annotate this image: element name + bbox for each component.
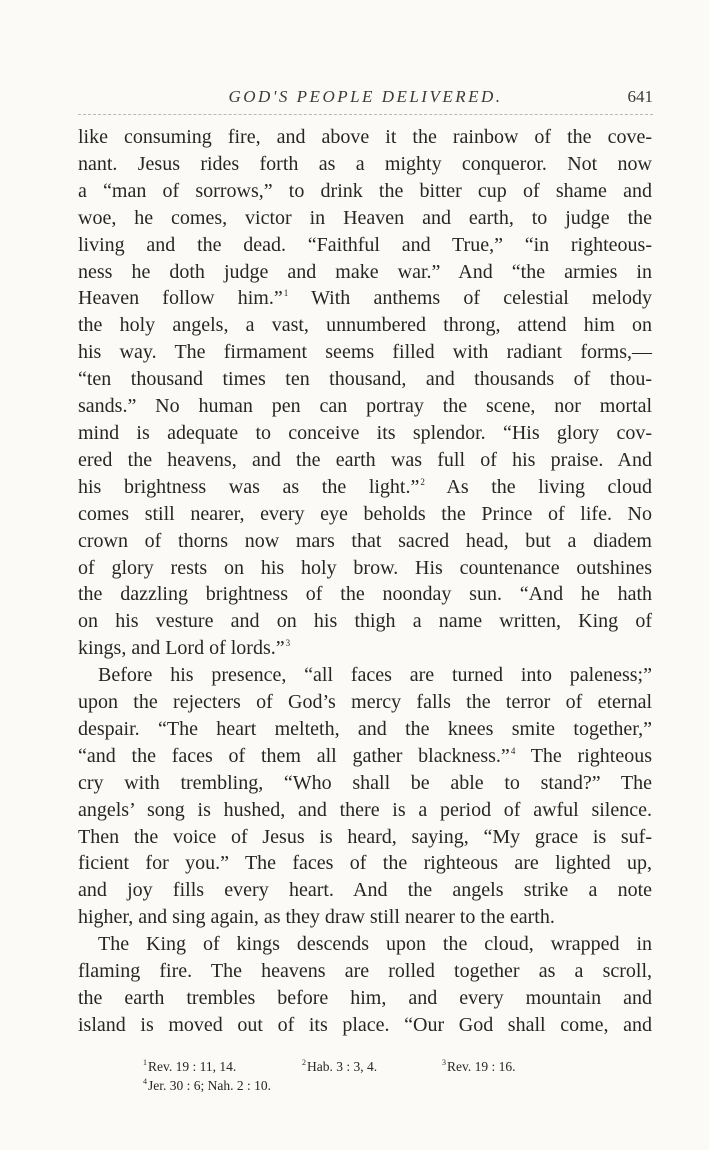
text-line: “ten thousand times ten thousand, and thousands of thou- xyxy=(78,368,652,391)
text-line xyxy=(78,285,652,312)
footnote-ref-1: 1 xyxy=(283,288,289,299)
text-line: the holy angels, a vast, unnumbered throng, attend him on xyxy=(78,314,652,337)
text-line: higher, and sing again, as they draw still nearer to the earth. xyxy=(78,906,555,929)
text-line: comes still nearer, every eye beholds the Prince of life. No xyxy=(78,502,652,525)
text-line: his way. The firmament seems filled with radiant forms,— xyxy=(78,341,652,364)
text-line: and joy fills every heart. And the angels strike a note xyxy=(78,879,652,902)
running-title: GOD'S PEOPLE DELIVERED. xyxy=(228,87,503,106)
line-text: With anthems of celestial melody xyxy=(288,287,652,310)
header-divider xyxy=(78,114,653,115)
text-line: nant. Jesus rides forth as a mighty conqueror. Not now xyxy=(78,152,652,175)
text-line: ered the heavens, and the earth was full of his praise. And xyxy=(78,448,652,471)
page-number: 641 xyxy=(627,87,653,106)
line-text: Heaven follow him.” xyxy=(78,287,283,310)
footnote-3 xyxy=(442,1057,516,1076)
footnote-mark: 4 xyxy=(143,1077,147,1086)
running-head xyxy=(78,87,653,111)
paragraph-3 xyxy=(78,931,652,1039)
text-line: Before his presence, “all faces are turned into paleness;” xyxy=(98,664,652,687)
line-text: The righteous xyxy=(515,744,652,767)
footnote-4 xyxy=(143,1076,302,1095)
footnote-row xyxy=(143,1076,623,1095)
text-line: sands.” No human pen can portray the scene, nor mortal xyxy=(78,395,652,418)
footnotes xyxy=(143,1057,623,1095)
text-line: despair. “The heart melteth, and the knees smite together,” xyxy=(78,717,652,740)
footnote-text: Hab. 3 : 3, 4. xyxy=(307,1059,378,1074)
paragraph-1 xyxy=(78,124,652,662)
text-line: like consuming fire, and above it the rainbow of the cove- xyxy=(78,126,652,148)
footnote-mark: 3 xyxy=(442,1058,446,1067)
text-line: The King of kings descends upon the cloud, wrapped in xyxy=(98,933,652,956)
footnote-text: Rev. 19 : 11, 14. xyxy=(148,1059,237,1074)
footnote-text: Jer. 30 : 6; Nah. 2 : 10. xyxy=(148,1078,271,1093)
text-line: ficient for you.” The faces of the righteous are lighted up, xyxy=(78,852,652,875)
footnote-ref-2: 2 xyxy=(420,476,425,487)
line-text: his brightness was as the light.” xyxy=(78,475,420,498)
footnote-ref-3: 3 xyxy=(285,638,291,649)
text-line: mind is adequate to conceive its splendor. “His glory cov- xyxy=(78,421,652,444)
text-line: island is moved out of its place. “Our God shall come, and xyxy=(78,1013,652,1036)
text-line xyxy=(78,474,652,501)
line-text: kings, and Lord of lords.” xyxy=(78,637,285,660)
text-line: the dazzling brightness of the noonday sun. “And he hath xyxy=(78,583,652,606)
footnote-2 xyxy=(302,1057,442,1076)
footnote-mark: 1 xyxy=(143,1058,147,1067)
footnote-mark: 2 xyxy=(302,1058,306,1067)
text-line: Then the voice of Jesus is heard, saying, “My grace is suf- xyxy=(78,825,652,848)
body-text xyxy=(78,124,652,1039)
footnote-1 xyxy=(143,1057,302,1076)
text-line: ness he doth judge and make war.” And “the armies in xyxy=(78,260,652,283)
text-line: a “man of sorrows,” to drink the bitter cup of shame and xyxy=(78,179,652,202)
paragraph-2 xyxy=(78,662,652,931)
text-line: crown of thorns now mars that sacred head, but a diadem xyxy=(78,529,652,552)
text-line xyxy=(78,635,652,662)
text-line xyxy=(78,743,652,770)
text-line: living and the dead. “Faithful and True,” “in righteous- xyxy=(78,233,652,256)
text-line: of glory rests on his holy brow. His countenance outshines xyxy=(78,556,652,579)
footnote-ref-4: 4 xyxy=(510,745,516,756)
footnote-text: Rev. 19 : 16. xyxy=(447,1059,516,1074)
text-line: the earth trembles before him, and every mountain and xyxy=(78,987,652,1009)
text-line: upon the rejecters of God’s mercy falls the terror of eternal xyxy=(78,691,652,714)
text-line: flaming fire. The heavens are rolled together as a scroll, xyxy=(78,960,652,983)
text-line: angels’ song is hushed, and there is a period of awful silence. xyxy=(78,798,652,821)
text-line: on his vesture and on his thigh a name written, King of xyxy=(78,610,652,633)
text-line: cry with trembling, “Who shall be able to stand?” The xyxy=(78,771,652,794)
text-line: woe, he comes, victor in Heaven and earth, to judge the xyxy=(78,206,652,229)
line-text: “and the faces of them all gather blackness.” xyxy=(78,744,510,767)
footnote-row xyxy=(143,1057,623,1076)
line-text: As the living cloud xyxy=(424,475,652,498)
